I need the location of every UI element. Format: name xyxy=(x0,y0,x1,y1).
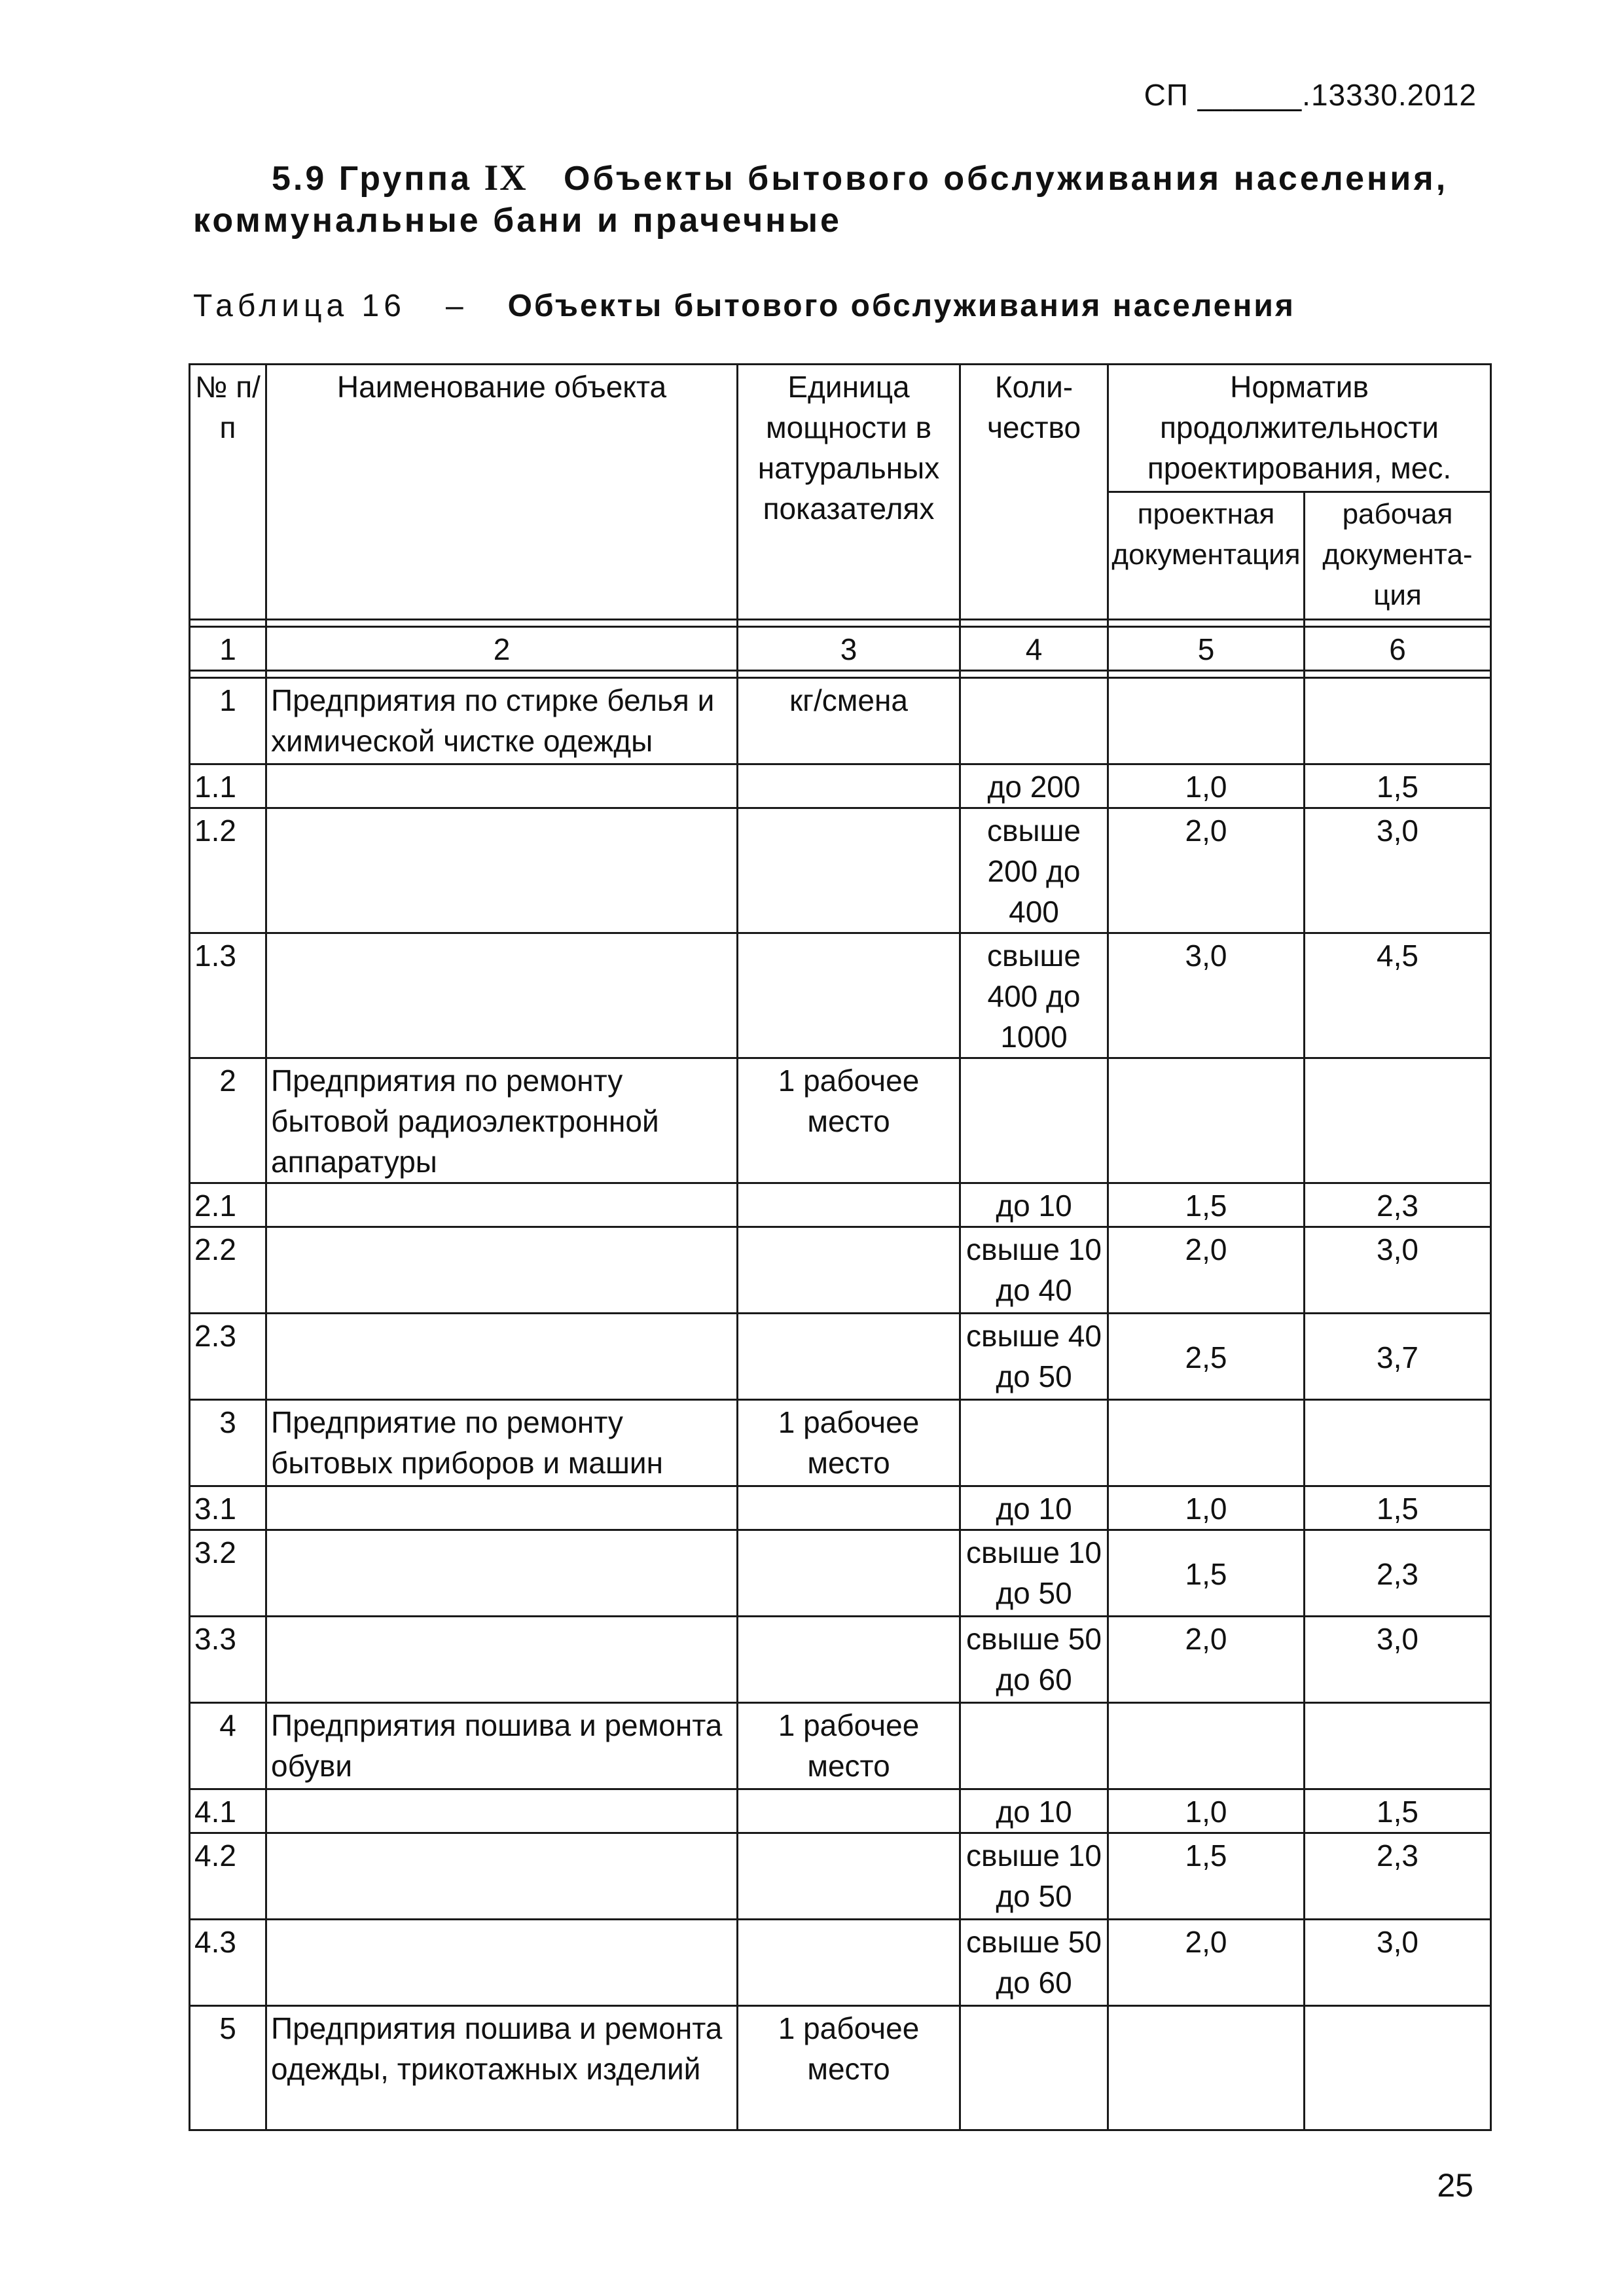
cell-work: 3,0 xyxy=(1305,1920,1491,2006)
cell-work: 1,5 xyxy=(1305,1789,1491,1833)
cell-name xyxy=(266,1227,738,1314)
cell-proj: 1,5 xyxy=(1108,1833,1305,1920)
cell-num: 4.1 xyxy=(190,1789,266,1833)
cell-qty xyxy=(960,1703,1108,1789)
table-row xyxy=(190,1833,1491,1920)
cell-name: Предприятия по стирке белья и химической чистке одежды xyxy=(266,678,738,764)
cell-qty: свыше 50 до 60 xyxy=(960,1617,1108,1703)
cell-work: 2,3 xyxy=(1305,1833,1491,1920)
cell-unit xyxy=(738,1617,960,1703)
cell-qty: свыше 10 до 50 xyxy=(960,1530,1108,1617)
cell-num: 3.2 xyxy=(190,1530,266,1617)
cell-name: Предприятия пошива и ремонта обуви xyxy=(266,1703,738,1789)
cell-work: 3,0 xyxy=(1305,1227,1491,1314)
cell-num: 3.1 xyxy=(190,1486,266,1530)
cell-name xyxy=(266,1183,738,1227)
cell-qty: свыше 200 до 400 xyxy=(960,808,1108,933)
header-norm: Норматив продолжительности проектирования, мес. xyxy=(1108,365,1491,492)
cell-num: 2.2 xyxy=(190,1227,266,1314)
cell-name xyxy=(266,1617,738,1703)
cell-name xyxy=(266,1314,738,1400)
cell-num: 2.3 xyxy=(190,1314,266,1400)
cell-num: 3.3 xyxy=(190,1617,266,1703)
cell-work xyxy=(1305,2006,1491,2130)
table-row xyxy=(190,1183,1491,1227)
cell-work xyxy=(1305,1058,1491,1183)
table-caption-title: Объекты бытового обслуживания населения xyxy=(507,289,1295,323)
cell-unit: кг/смена xyxy=(738,678,960,764)
cell-qty: до 10 xyxy=(960,1486,1108,1530)
cell-work xyxy=(1305,1703,1491,1789)
cell-num: 4 xyxy=(190,1703,266,1789)
cell-work: 3,0 xyxy=(1305,1617,1491,1703)
cell-num: 1.3 xyxy=(190,933,266,1058)
index-cell: 5 xyxy=(1108,627,1305,671)
section-group-roman: IX xyxy=(484,158,528,198)
cell-qty: до 200 xyxy=(960,764,1108,808)
cell-unit xyxy=(738,933,960,1058)
cell-qty xyxy=(960,1400,1108,1486)
cell-work: 3,7 xyxy=(1305,1314,1491,1400)
header-qty: Коли- чество xyxy=(960,365,1108,620)
cell-num: 4.2 xyxy=(190,1833,266,1920)
cell-proj xyxy=(1108,2006,1305,2130)
cell-unit: 1 рабочее место xyxy=(738,1703,960,1789)
cell-num: 5 xyxy=(190,2006,266,2130)
table-row xyxy=(190,1314,1491,1400)
cell-proj: 1,5 xyxy=(1108,1530,1305,1617)
section-group-word: Группа xyxy=(338,160,472,198)
cell-unit xyxy=(738,1314,960,1400)
table-row xyxy=(190,933,1491,1058)
cell-unit xyxy=(738,808,960,933)
table-row xyxy=(190,1920,1491,2006)
cell-proj: 2,0 xyxy=(1108,1920,1305,2006)
cell-proj: 1,0 xyxy=(1108,764,1305,808)
cell-work: 3,0 xyxy=(1305,808,1491,933)
cell-proj: 2,0 xyxy=(1108,808,1305,933)
section-title-line1: Объекты бытового обслуживания населения, xyxy=(564,160,1449,198)
section-heading xyxy=(193,157,1483,242)
cell-proj xyxy=(1108,1058,1305,1183)
page-number: 25 xyxy=(1437,2167,1473,2204)
cell-name: Предприятия пошива и ремонта одежды, трикотажных изделий xyxy=(266,2006,738,2130)
cell-work: 1,5 xyxy=(1305,764,1491,808)
header-project-docs: проектная документация xyxy=(1108,492,1305,620)
cell-work: 2,3 xyxy=(1305,1530,1491,1617)
cell-proj: 2,5 xyxy=(1108,1314,1305,1400)
cell-proj: 2,0 xyxy=(1108,1227,1305,1314)
design-duration-table xyxy=(189,363,1492,2131)
cell-num: 2.1 xyxy=(190,1183,266,1227)
cell-unit xyxy=(738,1183,960,1227)
table-row xyxy=(190,1486,1491,1530)
header-num: № п/п xyxy=(190,365,266,620)
cell-unit: 1 рабочее место xyxy=(738,1058,960,1183)
cell-name xyxy=(266,1920,738,2006)
table-row xyxy=(190,678,1491,764)
cell-num: 4.3 xyxy=(190,1920,266,2006)
cell-name xyxy=(266,1833,738,1920)
cell-proj: 1,0 xyxy=(1108,1486,1305,1530)
cell-name: Предприятия по ремонту бытовой радиоэлектронной аппаратуры xyxy=(266,1058,738,1183)
cell-work: 4,5 xyxy=(1305,933,1491,1058)
table-row xyxy=(190,1227,1491,1314)
cell-name xyxy=(266,1530,738,1617)
cell-qty: свыше 10 до 50 xyxy=(960,1833,1108,1920)
cell-proj: 1,0 xyxy=(1108,1789,1305,1833)
cell-qty: свыше 400 до 1000 xyxy=(960,933,1108,1058)
cell-qty xyxy=(960,1058,1108,1183)
cell-unit xyxy=(738,1920,960,2006)
table-row xyxy=(190,764,1491,808)
table-row xyxy=(190,2006,1491,2130)
cell-work: 1,5 xyxy=(1305,1486,1491,1530)
cell-qty: до 10 xyxy=(960,1183,1108,1227)
cell-unit xyxy=(738,1486,960,1530)
table-caption xyxy=(193,288,1295,324)
cell-qty: до 10 xyxy=(960,1789,1108,1833)
cell-qty: свыше 50 до 60 xyxy=(960,1920,1108,2006)
section-number: 5.9 xyxy=(272,160,327,198)
cell-proj: 3,0 xyxy=(1108,933,1305,1058)
cell-work xyxy=(1305,1400,1491,1486)
section-title-line2: коммунальные бани и прачечные xyxy=(193,202,842,240)
cell-work: 2,3 xyxy=(1305,1183,1491,1227)
cell-name xyxy=(266,764,738,808)
table-row xyxy=(190,1530,1491,1617)
cell-num: 1.2 xyxy=(190,808,266,933)
cell-proj xyxy=(1108,678,1305,764)
cell-unit xyxy=(738,1227,960,1314)
table-row xyxy=(190,1617,1491,1703)
cell-proj xyxy=(1108,1703,1305,1789)
cell-name: Предприятие по ремонту бытовых приборов и машин xyxy=(266,1400,738,1486)
cell-name xyxy=(266,808,738,933)
cell-num: 2 xyxy=(190,1058,266,1183)
cell-unit xyxy=(738,1789,960,1833)
index-cell: 6 xyxy=(1305,627,1491,671)
index-cell: 3 xyxy=(738,627,960,671)
cell-unit xyxy=(738,764,960,808)
index-cell: 4 xyxy=(960,627,1108,671)
cell-unit: 1 рабочее место xyxy=(738,1400,960,1486)
table-row xyxy=(190,1058,1491,1183)
cell-name xyxy=(266,1789,738,1833)
cell-unit: 1 рабочее место xyxy=(738,2006,960,2130)
cell-num: 1 xyxy=(190,678,266,764)
index-cell: 1 xyxy=(190,627,266,671)
header-unit: Единица мощности в натуральных показателях xyxy=(738,365,960,620)
table-row xyxy=(190,808,1491,933)
cell-qty: свыше 40 до 50 xyxy=(960,1314,1108,1400)
cell-proj: 1,5 xyxy=(1108,1183,1305,1227)
cell-unit xyxy=(738,1530,960,1617)
cell-num: 1.1 xyxy=(190,764,266,808)
cell-proj xyxy=(1108,1400,1305,1486)
table-row xyxy=(190,1789,1491,1833)
cell-name xyxy=(266,1486,738,1530)
cell-qty xyxy=(960,2006,1108,2130)
table-caption-dash: – xyxy=(445,289,468,323)
table-row xyxy=(190,1400,1491,1486)
index-cell: 2 xyxy=(266,627,738,671)
header-working-docs: рабочая документа- ция xyxy=(1305,492,1491,620)
cell-num: 3 xyxy=(190,1400,266,1486)
cell-name xyxy=(266,933,738,1058)
table-caption-label: Таблица 16 xyxy=(193,289,406,323)
cell-work xyxy=(1305,678,1491,764)
table-row xyxy=(190,1703,1491,1789)
header-name: Наименование объекта xyxy=(266,365,738,620)
document-code: СП ______.13330.2012 xyxy=(1144,78,1477,112)
cell-qty: свыше 10 до 40 xyxy=(960,1227,1108,1314)
cell-unit xyxy=(738,1833,960,1920)
cell-proj: 2,0 xyxy=(1108,1617,1305,1703)
cell-qty xyxy=(960,678,1108,764)
